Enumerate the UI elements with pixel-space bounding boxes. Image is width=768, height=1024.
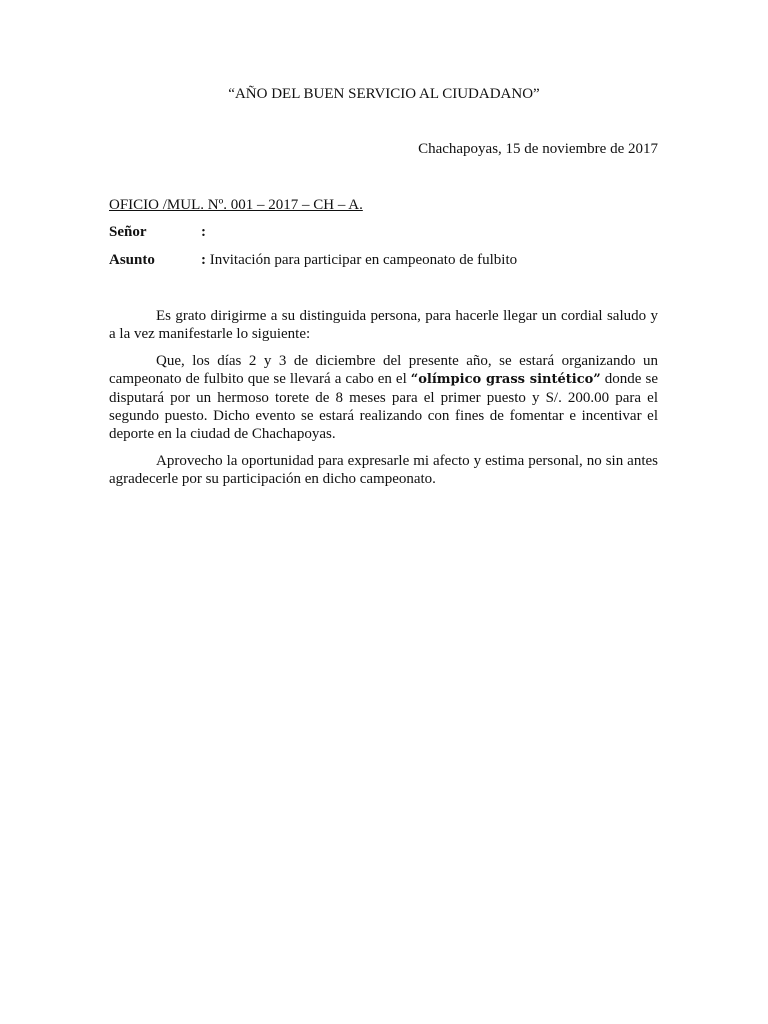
paragraph-event (109, 352, 658, 443)
recipient-label: Señor (109, 224, 147, 240)
subject-label: Asunto (109, 252, 155, 268)
subject-colon: : (201, 252, 206, 268)
place-and-date: Chachapoyas, 15 de noviembre de 2017 (418, 141, 658, 157)
letter-body (109, 307, 658, 497)
paragraph-closing: Aprovecho la oportunidad para expresarle mi afecto y estima personal, no sin antes agradecerle por su participación en dicho campeonato. (109, 453, 658, 487)
subject-row (109, 252, 517, 269)
venue-name: “olímpico grass sintético” (410, 372, 601, 387)
subject-value: Invitación para participar en campeonato de fulbito (206, 252, 518, 268)
paragraph-greeting: Es grato dirigirme a su distinguida persona, para hacerle llegar un cordial saludo y a la vez manifestarle lo siguiente: (109, 308, 658, 342)
oficio-reference: OFICIO /MUL. Nº. 001 – 2017 – CH – A. (109, 197, 363, 213)
recipient-row (109, 224, 206, 241)
recipient-colon: : (201, 224, 206, 240)
event-text-start: Que, los días 2 y 3 de diciembre del presente año, se estará organizando un campeonato de fulbito que se llevará a cabo en el (109, 353, 658, 387)
year-motto: “AÑO DEL BUEN SERVICIO AL CIUDADANO” (228, 86, 540, 102)
event-text-end: donde se disputará por un hermoso torete de 8 meses para el primer puesto y S/. 200.00 para el segundo puesto. Dicho evento se estará realizando con fines de fomentar e incentivar el deporte en la ciudad de Chachapoyas. (109, 371, 658, 442)
